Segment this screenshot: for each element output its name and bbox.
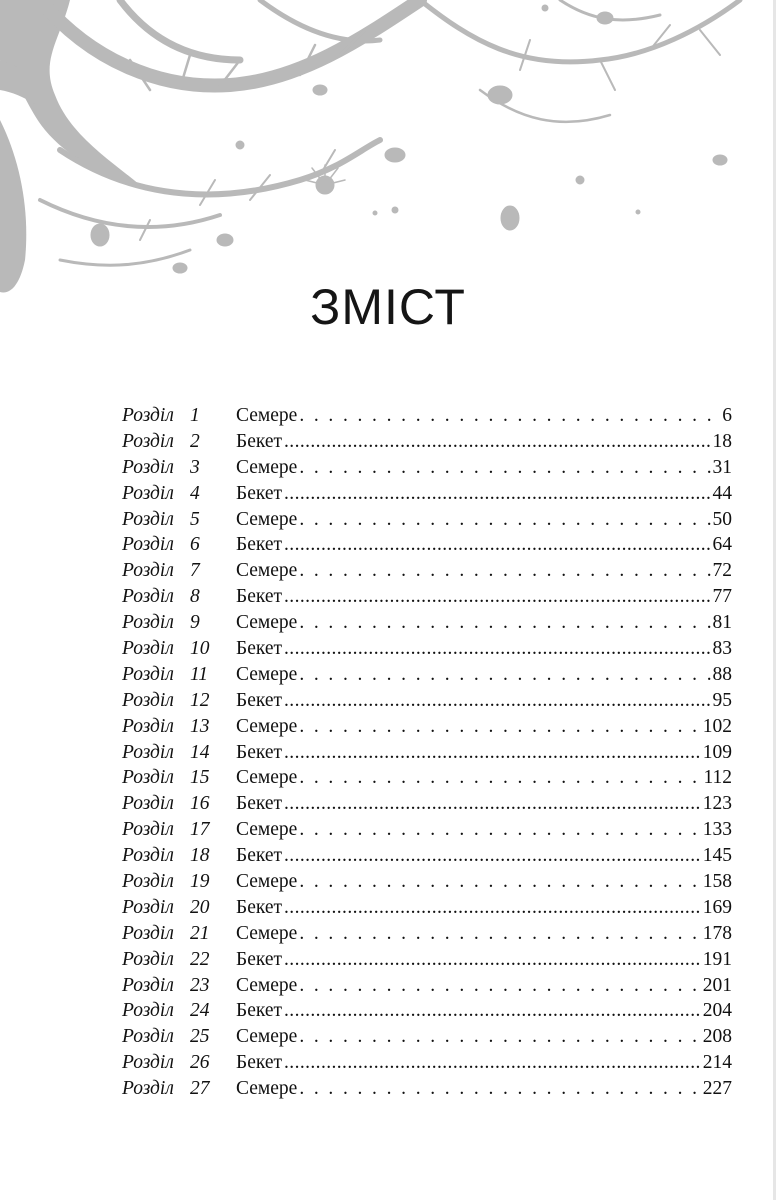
toc-entry	[122, 998, 732, 1024]
chapter-label	[122, 817, 236, 843]
chapter-label	[122, 688, 236, 714]
chapter-label	[122, 584, 236, 610]
dot-leader	[299, 558, 710, 584]
chapter-label	[122, 1076, 236, 1102]
chapter-label	[122, 532, 236, 558]
chapter-number: 1	[190, 405, 200, 426]
chapter-number: 5	[190, 508, 200, 530]
chapter-label	[122, 1024, 236, 1050]
toc-entry	[122, 740, 732, 766]
page-number: 208	[702, 1026, 732, 1048]
dot-leader	[299, 662, 710, 688]
page-number: 18	[712, 430, 732, 452]
chapter-narrator: Бекет	[236, 430, 283, 452]
toc-entry	[122, 532, 732, 558]
page-number: 158	[702, 871, 732, 893]
chapter-number: 9	[190, 612, 200, 634]
dot-leader	[284, 998, 701, 1024]
chapter-word: Розділ	[122, 560, 174, 582]
chapter-number: 4	[190, 482, 200, 504]
chapter-label	[122, 714, 236, 740]
chapter-narrator: Бекет	[236, 638, 283, 660]
dot-leader	[299, 817, 700, 843]
page-number: 81	[712, 612, 732, 634]
chapter-word: Розділ	[122, 871, 174, 893]
page-number: 178	[702, 922, 732, 944]
chapter-label	[122, 403, 236, 429]
chapter-number: 27	[190, 1078, 210, 1100]
dot-leader	[284, 688, 710, 714]
chapter-narrator: Бекет	[236, 1000, 283, 1022]
page-number: 201	[702, 974, 732, 996]
table-of-contents	[122, 403, 732, 1102]
chapter-narrator: Семере	[236, 1026, 298, 1048]
chapter-label	[122, 998, 236, 1024]
chapter-word: Розділ	[122, 819, 174, 841]
chapter-label	[122, 662, 236, 688]
page-number: 123	[702, 793, 732, 815]
chapter-word: Розділ	[122, 482, 174, 504]
chapter-word: Розділ	[122, 767, 174, 789]
chapter-label	[122, 791, 236, 817]
dot-leader	[299, 869, 700, 895]
chapter-narrator: Бекет	[236, 689, 283, 711]
toc-entry	[122, 688, 732, 714]
dot-leader	[284, 429, 710, 455]
dot-leader	[299, 973, 700, 999]
chapter-word: Розділ	[122, 715, 174, 737]
toc-entry	[122, 558, 732, 584]
toc-entry	[122, 403, 732, 429]
chapter-label	[122, 895, 236, 921]
page-title: ЗМІСТ	[310, 279, 466, 335]
dot-leader	[284, 947, 701, 973]
chapter-label	[122, 843, 236, 869]
toc-entry	[122, 895, 732, 921]
chapter-word: Розділ	[122, 922, 174, 944]
chapter-label	[122, 455, 236, 481]
toc-entry	[122, 636, 732, 662]
chapter-number: 26	[190, 1052, 210, 1074]
page-number: 6	[722, 405, 732, 426]
dot-leader	[299, 1076, 700, 1102]
dot-leader	[299, 714, 700, 740]
chapter-narrator: Семере	[236, 405, 298, 426]
chapter-word: Розділ	[122, 456, 174, 478]
chapter-word: Розділ	[122, 1000, 174, 1022]
chapter-narrator: Семере	[236, 715, 298, 737]
chapter-narrator: Бекет	[236, 948, 283, 970]
toc-entry	[122, 947, 732, 973]
page-number: 50	[712, 508, 732, 530]
dot-leader	[284, 843, 701, 869]
chapter-number: 6	[190, 534, 200, 556]
chapter-word: Розділ	[122, 430, 174, 452]
chapter-narrator: Бекет	[236, 482, 283, 504]
chapter-narrator: Бекет	[236, 1052, 283, 1074]
chapter-label	[122, 1050, 236, 1076]
chapter-narrator: Бекет	[236, 896, 283, 918]
page-number: 72	[712, 560, 732, 582]
toc-entry	[122, 714, 732, 740]
chapter-word: Розділ	[122, 1052, 174, 1074]
chapter-narrator: Семере	[236, 560, 298, 582]
toc-entry	[122, 1024, 732, 1050]
chapter-word: Розділ	[122, 508, 174, 530]
chapter-number: 19	[190, 871, 210, 893]
chapter-label	[122, 610, 236, 636]
chapter-number: 10	[190, 638, 210, 660]
page-number: 102	[702, 715, 732, 737]
page-number: 133	[702, 819, 732, 841]
chapter-word: Розділ	[122, 689, 174, 711]
toc-entry	[122, 791, 732, 817]
chapter-label	[122, 947, 236, 973]
toc-entry	[122, 843, 732, 869]
chapter-number: 25	[190, 1026, 210, 1048]
toc-entry	[122, 507, 732, 533]
dot-leader	[299, 403, 720, 429]
page-number: 64	[712, 534, 732, 556]
page-number: 145	[702, 845, 732, 867]
page-number: 191	[702, 948, 732, 970]
dot-leader	[299, 507, 710, 533]
dot-leader	[284, 584, 710, 610]
chapter-number: 3	[190, 456, 200, 478]
page-number: 204	[702, 1000, 732, 1022]
page-number: 112	[703, 767, 732, 789]
chapter-word: Розділ	[122, 1026, 174, 1048]
toc-entry	[122, 869, 732, 895]
chapter-number: 13	[190, 715, 210, 737]
dot-leader	[299, 610, 710, 636]
chapter-number: 21	[190, 922, 210, 944]
chapter-narrator: Семере	[236, 767, 298, 789]
toc-entry	[122, 481, 732, 507]
chapter-label	[122, 765, 236, 791]
dot-leader	[284, 481, 710, 507]
chapter-label	[122, 481, 236, 507]
chapter-number: 24	[190, 1000, 210, 1022]
toc-entry	[122, 610, 732, 636]
page-number: 109	[702, 741, 732, 763]
chapter-number: 8	[190, 586, 200, 608]
chapter-number: 14	[190, 741, 210, 763]
chapter-label	[122, 973, 236, 999]
toc-entry	[122, 921, 732, 947]
chapter-narrator: Семере	[236, 974, 298, 996]
chapter-narrator: Семере	[236, 922, 298, 944]
chapter-number: 11	[190, 663, 209, 685]
chapter-number: 12	[190, 689, 210, 711]
chapter-word: Розділ	[122, 663, 174, 685]
chapter-label	[122, 558, 236, 584]
chapter-narrator: Бекет	[236, 793, 283, 815]
chapter-number: 15	[190, 767, 210, 789]
chapter-label	[122, 921, 236, 947]
dot-leader	[299, 765, 701, 791]
dot-leader	[284, 791, 701, 817]
chapter-number: 17	[190, 819, 210, 841]
dot-leader	[284, 532, 710, 558]
chapter-narrator: Семере	[236, 508, 298, 530]
chapter-word: Розділ	[122, 534, 174, 556]
dot-leader	[284, 636, 710, 662]
dot-leader	[284, 740, 701, 766]
toc-entry	[122, 1050, 732, 1076]
page-number: 88	[712, 663, 732, 685]
chapter-word: Розділ	[122, 793, 174, 815]
chapter-narrator: Семере	[236, 456, 298, 478]
chapter-number: 18	[190, 845, 210, 867]
chapter-number: 16	[190, 793, 210, 815]
chapter-narrator: Семере	[236, 871, 298, 893]
toc-entry	[122, 584, 732, 610]
chapter-word: Розділ	[122, 638, 174, 660]
branch-ornament-illustration	[0, 0, 776, 300]
toc-entry	[122, 1076, 732, 1102]
chapter-number: 23	[190, 974, 210, 996]
toc-entry	[122, 973, 732, 999]
chapter-narrator: Бекет	[236, 534, 283, 556]
chapter-number: 22	[190, 948, 210, 970]
chapter-word: Розділ	[122, 845, 174, 867]
chapter-narrator: Семере	[236, 1078, 298, 1100]
chapter-word: Розділ	[122, 896, 174, 918]
toc-entry	[122, 765, 732, 791]
chapter-narrator: Семере	[236, 819, 298, 841]
chapter-word: Розділ	[122, 974, 174, 996]
page-number: 95	[712, 689, 732, 711]
page-number: 83	[712, 638, 732, 660]
dot-leader	[299, 455, 710, 481]
chapter-narrator: Бекет	[236, 741, 283, 763]
page-number: 77	[712, 586, 732, 608]
chapter-word: Розділ	[122, 612, 174, 634]
chapter-narrator: Семере	[236, 663, 298, 685]
chapter-number: 2	[190, 430, 200, 452]
chapter-word: Розділ	[122, 405, 174, 426]
dot-leader	[299, 1024, 700, 1050]
toc-entry	[122, 662, 732, 688]
chapter-word: Розділ	[122, 741, 174, 763]
toc-entry	[122, 455, 732, 481]
toc-entry	[122, 429, 732, 455]
chapter-word: Розділ	[122, 948, 174, 970]
page-number: 169	[702, 896, 732, 918]
chapter-label	[122, 507, 236, 533]
dot-leader	[284, 895, 701, 921]
chapter-label	[122, 429, 236, 455]
page-number: 44	[712, 482, 732, 504]
chapter-word: Розділ	[122, 1078, 174, 1100]
chapter-narrator: Бекет	[236, 845, 283, 867]
chapter-word: Розділ	[122, 586, 174, 608]
dot-leader	[284, 1050, 701, 1076]
toc-entry	[122, 817, 732, 843]
chapter-narrator: Семере	[236, 612, 298, 634]
chapter-label	[122, 636, 236, 662]
chapter-number: 7	[190, 560, 200, 582]
chapter-label	[122, 869, 236, 895]
dot-leader	[299, 921, 700, 947]
chapter-narrator: Бекет	[236, 586, 283, 608]
page-number: 31	[712, 456, 732, 478]
page-number: 227	[702, 1078, 732, 1100]
chapter-label	[122, 740, 236, 766]
chapter-number: 20	[190, 896, 210, 918]
page-number: 214	[702, 1052, 732, 1074]
